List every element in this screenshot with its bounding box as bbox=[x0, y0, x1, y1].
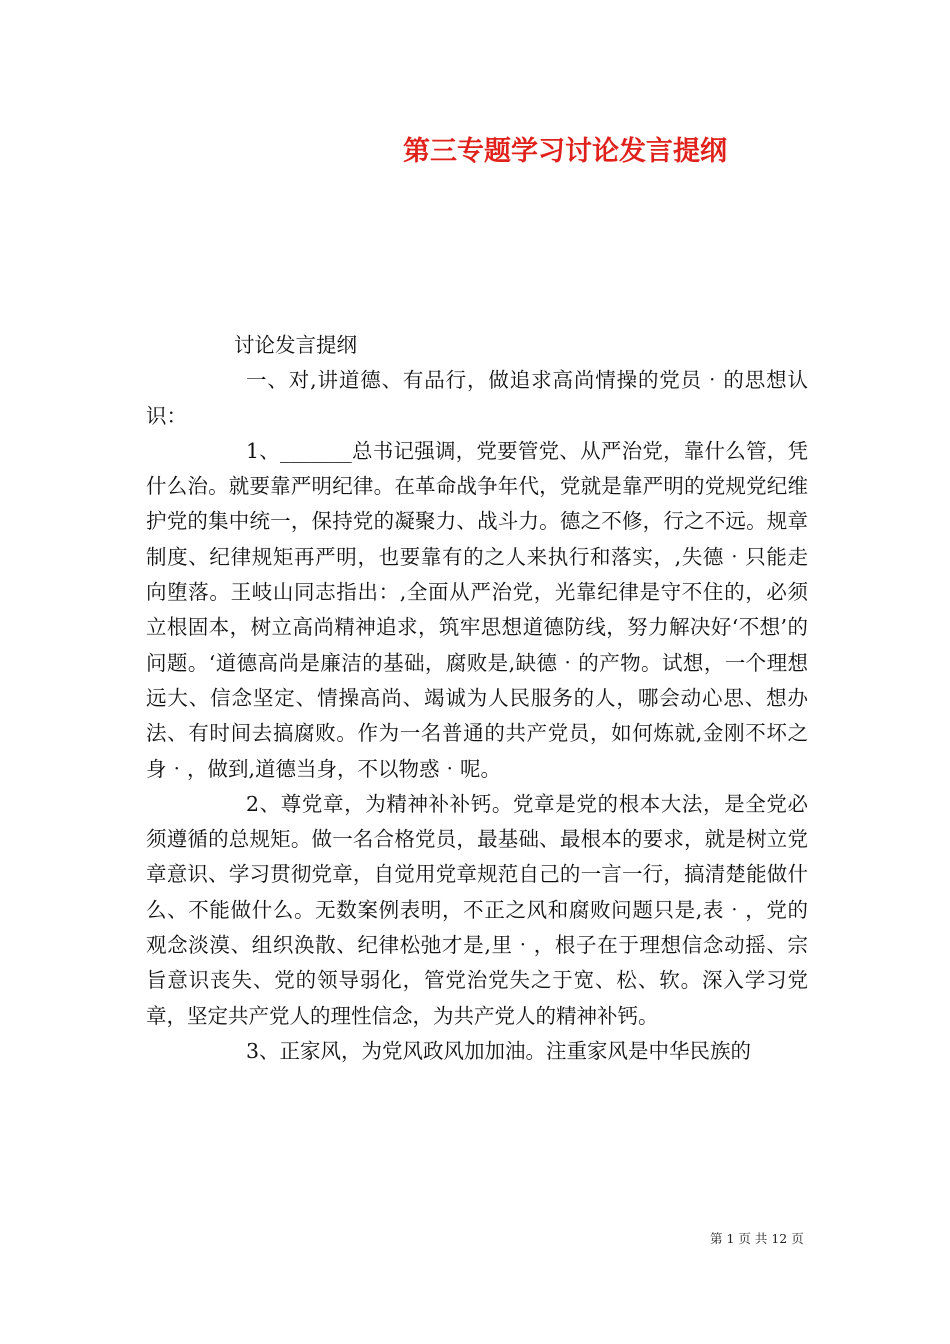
paragraph-point-three: 3、正家风，为党风政风加加油。注重家风是中华民族的 bbox=[246, 1038, 752, 1063]
paragraph-point-two: 2、尊党章，为精神补补钙。党章是党的根本大法，是全党必须遵循的总规矩。做一名合格党员，最基础、最根本的要求，就是树立党章意识、学习贯彻党章，自觉用党章规范自己的一言一行，搞清楚能做什么、不能做什么。无数案例表明，不正之风和腐败问题只是,表‧，党的观念淡漠、组织涣散、纪律松弛才是,里‧，根子在于理想信念动摇、宗旨意识丧失、党的领导弱化，管党治党失之于宽、松、软。深入学习党章，坚定共产党人的理性信念，为共产党人的精神补钙。 bbox=[146, 791, 808, 1028]
document-body bbox=[146, 328, 808, 1069]
paragraph-section-one: 一、对,讲道德、有品行，做追求高尚情操的党员‧的思想认识： bbox=[146, 368, 808, 428]
paragraph-point-one: 1、_______总书记强调，党要管党、从严治党，靠什么管，凭什么治。就要靠严明纪律。在革命战争年代，党就是靠严明的党规党纪维护党的集中统一，保持党的凝聚力、战斗力。德之不修，行之不远。规章制度、纪律规矩再严明，也要靠有的之人来执行和落实，,失德‧只能走向堕落。王岐山同志指出：,全面从严治党，光靠纪律是守不住的，必须立根固本，树立高尚精神追求，筑牢思想道德防线，努力解决好‘不想’的问题。‘道德高尚是廉洁的基础，腐败是,缺德‧的产物。试想，一个理想远大、信念坚定、情操高尚、竭诚为人民服务的人，哪会动心思、想办法、有时间去搞腐败。作为一名普通的共产党员，如何炼就,金刚不坏之身‧，做到,道德当身，不以物惑‧呢。 bbox=[146, 438, 808, 781]
page-number-footer: 第 1 页 共 12 页 bbox=[710, 1231, 804, 1246]
sub-heading: 讨论发言提纲 bbox=[234, 333, 357, 357]
document-title: 第三专题学习讨论发言提纲 bbox=[403, 136, 727, 167]
